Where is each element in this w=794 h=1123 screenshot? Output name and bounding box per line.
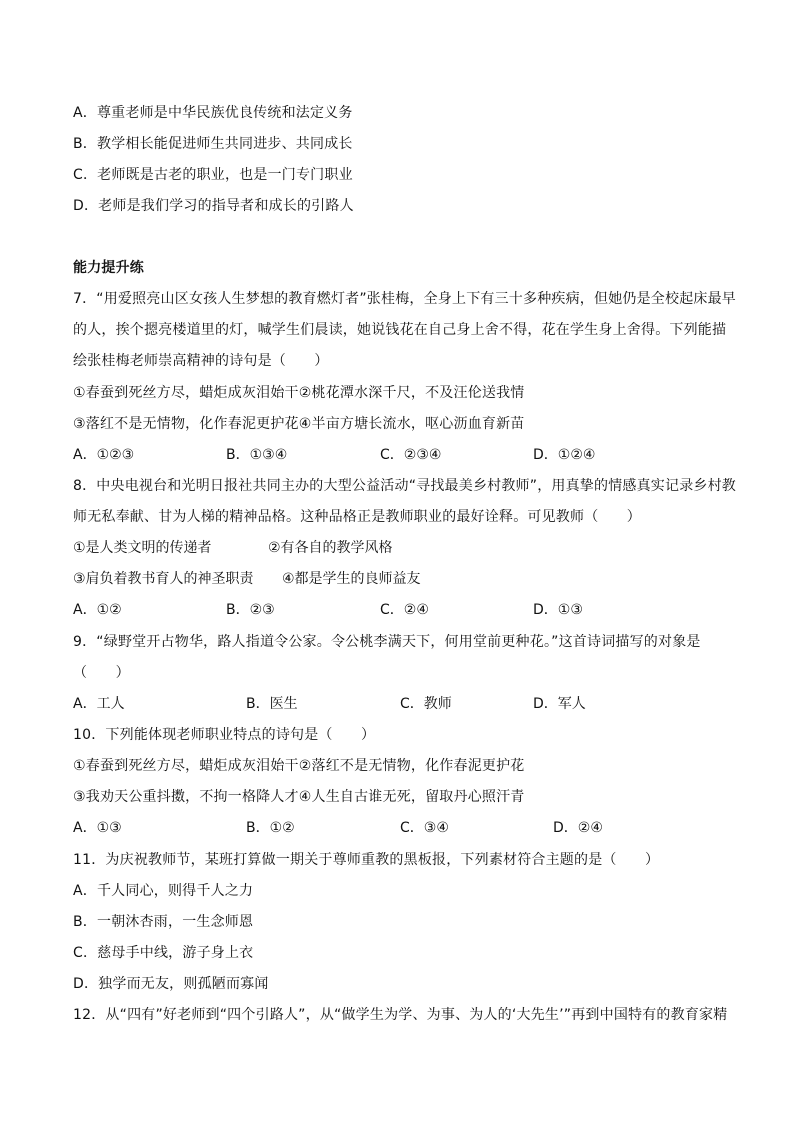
q9-stem-line-1: 9．“绿野堂开占物华，路人指道令公家。令公桃李满天下，何用堂前更种花。”这首诗词描写的对象是 xyxy=(73,634,701,650)
q8-option-c: C．②④ xyxy=(380,602,429,618)
q8-item-1: ①是人类文明的传递者 xyxy=(73,540,212,556)
q9-option-d: D．军人 xyxy=(533,696,586,712)
q11-option-c: C．慈母手中线，游子身上衣 xyxy=(73,945,254,961)
q10-item-1: ①春蚕到死丝方尽，蜡炬成灰泪始干②落红不是无情物，化作春泥更护花 xyxy=(73,758,525,774)
q9-stem-line-2: （ ） xyxy=(73,665,130,681)
q10-stem-line-1: 10．下列能体现老师职业特点的诗句是（ ） xyxy=(73,727,376,743)
q7-option-d: D．①②④ xyxy=(533,447,596,463)
q7-stem-line-2: 的人，挨个摁亮楼道里的灯，喊学生们晨读，她说钱花在自己身上舍不得，花在学生身上舍得。下列能描 xyxy=(73,322,727,338)
q8-item-2: ②有各自的教学风格 xyxy=(268,540,393,556)
q12-stem-line-1: 12．从“四有”好老师到“四个引路人”，从“做学生为学、为事、为人的‘大先生’”再到中国特有的教育家精 xyxy=(73,1007,728,1023)
q10-option-b: B．①② xyxy=(246,820,295,836)
q10-option-c: C．③④ xyxy=(400,820,449,836)
q11-option-a: A．千人同心，则得千人之力 xyxy=(73,883,254,899)
q7-option-a: A．①②③ xyxy=(73,447,135,463)
q9-option-a: A．工人 xyxy=(73,696,125,712)
q6-option-c: C．老师既是古老的职业，也是一门专门职业 xyxy=(73,167,353,183)
q8-item-3: ③肩负着教书育人的神圣职责 xyxy=(73,571,254,587)
q8-option-a: A．①② xyxy=(73,602,122,618)
q7-option-b: B．①③④ xyxy=(226,447,288,463)
q8-item-4: ④都是学生的良师益友 xyxy=(282,571,421,587)
q8-option-d: D．①③ xyxy=(533,602,583,618)
q7-item-2: ③落红不是无情物，化作春泥更护花④半亩方塘长流水，呕心沥血育新苗 xyxy=(73,416,525,432)
section-title: 能力提升练 xyxy=(73,260,144,276)
q8-stem-line-2: 师无私奉献、甘为人梯的精神品格。这种品格正是教师职业的最好诠释。可见教师（ ） xyxy=(73,509,641,525)
q9-option-c: C．教师 xyxy=(400,696,452,712)
q7-option-c: C．②③④ xyxy=(380,447,442,463)
q11-stem-line-1: 11．为庆祝教师节，某班打算做一期关于尊师重教的黑板报，下列素材符合主题的是（ ） xyxy=(73,852,660,868)
q7-item-1: ①春蚕到死丝方尽，蜡炬成灰泪始干②桃花潭水深千尺，不及汪伦送我情 xyxy=(73,385,525,401)
q9-option-b: B．医生 xyxy=(246,696,298,712)
q8-option-b: B．②③ xyxy=(226,602,275,618)
q7-stem-line-3: 绘张桂梅老师崇高精神的诗句是（ ） xyxy=(73,353,329,369)
q6-option-d: D．老师是我们学习的指导者和成长的引路人 xyxy=(73,198,354,214)
q11-option-b: B．一朝沐杏雨，一生念师恩 xyxy=(73,914,254,930)
q10-option-a: A．①③ xyxy=(73,820,122,836)
q6-option-b: B．教学相长能促进师生共同进步、共同成长 xyxy=(73,136,353,152)
q10-item-2: ③我劝天公重抖擞，不拘一格降人才④人生自古谁无死，留取丹心照汗青 xyxy=(73,789,525,805)
q10-option-d: D．②④ xyxy=(553,820,603,836)
q7-stem-line-1: 7．“用爱照亮山区女孩人生梦想的教育燃灯者”张桂梅，全身上下有三十多种疾病，但她仍是全校起床最早 xyxy=(73,291,737,307)
q11-option-d: D．独学而无友，则孤陋而寡闻 xyxy=(73,976,269,992)
q8-stem-line-1: 8．中央电视台和光明日报社共同主办的大型公益活动“寻找最美乡村教师”，用真挚的情感真实记录乡村教 xyxy=(73,478,737,494)
q6-option-a: A．尊重老师是中华民族优良传统和法定义务 xyxy=(73,105,353,121)
